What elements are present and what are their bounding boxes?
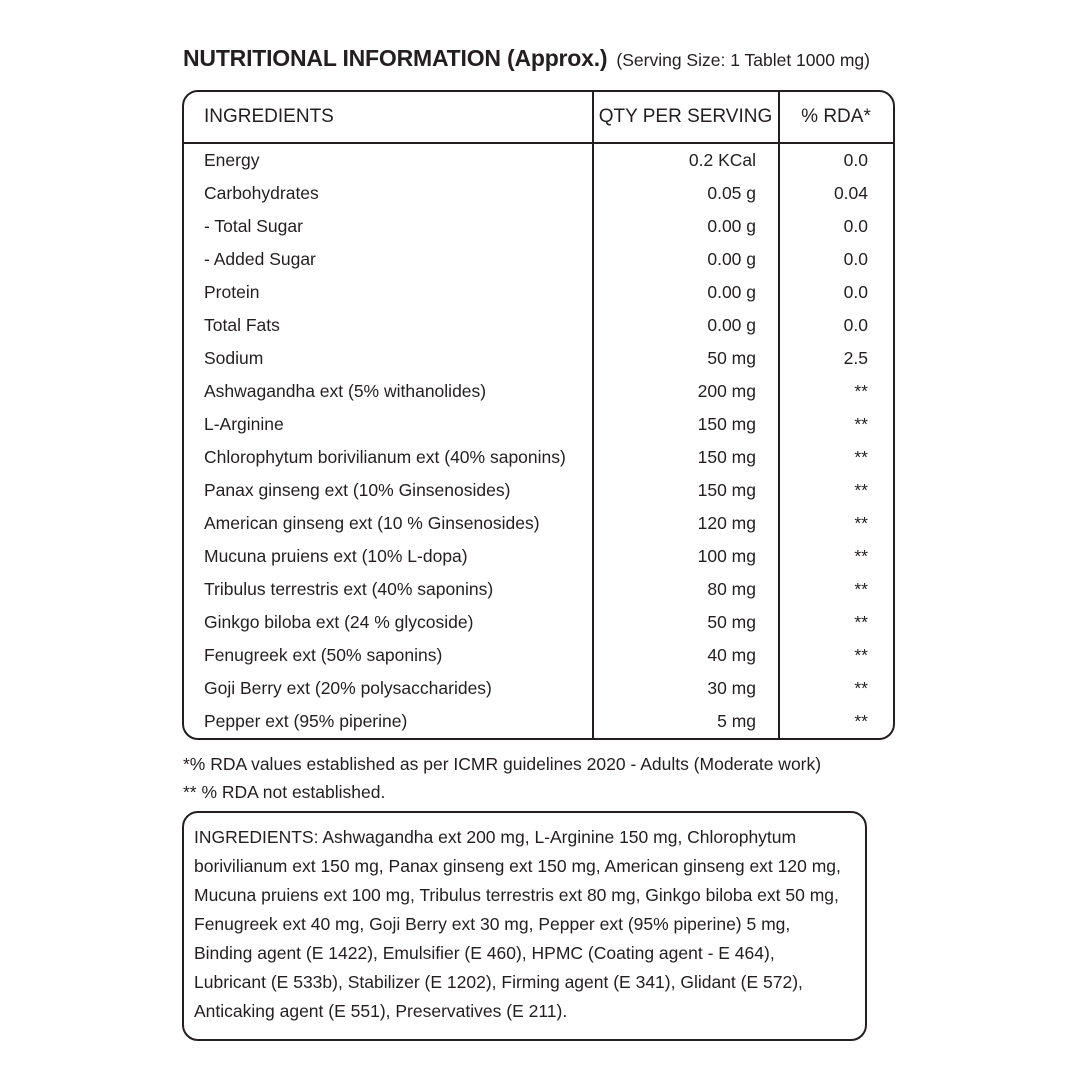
- ingredient-qty: 50 mg: [707, 348, 756, 369]
- table-body: [184, 145, 893, 739]
- ingredient-qty: 120 mg: [697, 513, 756, 534]
- table-row: [184, 474, 893, 507]
- table-row: [184, 507, 893, 540]
- table-row: [184, 177, 893, 210]
- ingredient-name: Sodium: [204, 348, 264, 369]
- table-row: [184, 705, 893, 738]
- ingredient-rda: 0.0: [843, 249, 868, 270]
- ingredient-qty: 100 mg: [697, 546, 756, 567]
- ingredient-rda: **: [854, 513, 868, 534]
- ingredient-name: Mucuna pruiens ext (10% L-dopa): [204, 546, 468, 567]
- ingredient-rda: 0.0: [843, 282, 868, 303]
- ingredient-rda: 0.0: [843, 315, 868, 336]
- ingredient-rda: 0.0: [843, 216, 868, 237]
- ingredient-qty: 80 mg: [707, 579, 756, 600]
- ingredient-qty: 50 mg: [707, 612, 756, 633]
- ingredient-name: Energy: [204, 150, 260, 171]
- table-row: [184, 276, 893, 309]
- column-header-ingredients: INGREDIENTS: [204, 106, 334, 127]
- table-row: [184, 309, 893, 342]
- ingredient-name: Goji Berry ext (20% polysaccharides): [204, 677, 492, 698]
- ingredients-paragraph: INGREDIENTS: Ashwagandha ext 200 mg, L-Arginine 150 mg, Chlorophytum borivilianum ext 150 mg, Panax ginseng ext 150 mg, American ginseng ext 120 mg, Mucuna pruiens ext 100 mg, Tribulus terrestris ext 80 mg, Ginkgo biloba ext 50 mg, Fenugreek ext 40 mg, Goji Berry ext 30 mg, Pepper ext (95% piperine) 5 mg, Binding agent (E 1422), Emulsifier (E 460), HPMC (Coating agent - E 464), Lubricant (E 533b), Stabilizer (E 1202), Firming agent (E 341), Glidant (E 572), Anticaking agent (E 551), Preservatives (E 211).: [194, 827, 841, 1021]
- ingredient-rda: **: [854, 579, 868, 600]
- table-row: [184, 573, 893, 606]
- ingredient-qty: 150 mg: [697, 447, 756, 468]
- ingredient-name: Tribulus terrestris ext (40% saponins): [204, 579, 494, 600]
- table-row: [184, 210, 893, 243]
- ingredient-rda: 0.0: [843, 150, 868, 171]
- ingredient-name: - Added Sugar: [204, 249, 316, 270]
- ingredient-rda: **: [854, 546, 868, 567]
- ingredient-name: Ashwagandha ext (5% withanolides): [204, 381, 487, 402]
- ingredient-qty: 150 mg: [697, 480, 756, 501]
- page-title: [183, 45, 870, 72]
- ingredient-name: Total Fats: [204, 315, 280, 336]
- ingredient-rda: **: [854, 612, 868, 633]
- ingredient-rda: **: [854, 414, 868, 435]
- ingredient-name: Ginkgo biloba ext (24 % glycoside): [204, 612, 474, 633]
- ingredient-rda: **: [854, 381, 868, 402]
- ingredient-rda: **: [854, 480, 868, 501]
- ingredient-rda: **: [854, 645, 868, 666]
- ingredient-name: - Total Sugar: [204, 216, 303, 237]
- column-header-qty-per-serving: QTY PER SERVING: [598, 106, 773, 127]
- table-row: [184, 408, 893, 441]
- ingredient-rda: **: [854, 677, 868, 698]
- table-row: [184, 441, 893, 474]
- table-row: [184, 639, 893, 672]
- table-row: [184, 672, 893, 705]
- ingredient-name: Protein: [204, 282, 260, 303]
- ingredients-box: [182, 811, 867, 1041]
- title-main: NUTRITIONAL INFORMATION (Approx.): [183, 45, 608, 71]
- ingredient-name: L-Arginine: [204, 414, 284, 435]
- ingredient-name: Chlorophytum borivilianum ext (40% saponins): [204, 447, 566, 468]
- ingredient-qty: 0.00 g: [707, 249, 756, 270]
- ingredient-qty: 150 mg: [697, 414, 756, 435]
- ingredient-rda: 2.5: [843, 348, 868, 369]
- ingredient-qty: 0.05 g: [707, 183, 756, 204]
- ingredient-rda: **: [854, 447, 868, 468]
- serving-size-note: (Serving Size: 1 Tablet 1000 mg): [616, 50, 870, 70]
- table-row: [184, 375, 893, 408]
- ingredient-qty: 30 mg: [707, 677, 756, 698]
- ingredient-rda: **: [854, 710, 868, 731]
- ingredient-rda: 0.04: [833, 183, 868, 204]
- ingredient-name: Pepper ext (95% piperine): [204, 710, 408, 731]
- ingredient-name: American ginseng ext (10 % Ginsenosides): [204, 513, 540, 534]
- ingredient-qty: 5 mg: [717, 710, 756, 731]
- table-row: [184, 540, 893, 573]
- table-row: [184, 243, 893, 276]
- ingredient-qty: 0.00 g: [707, 315, 756, 336]
- table-row: [184, 145, 893, 178]
- footnote-rda-established: *% RDA values established as per ICMR guidelines 2020 - Adults (Moderate work): [183, 754, 822, 774]
- footnotes: [183, 751, 821, 806]
- table-row: [184, 342, 893, 375]
- ingredient-qty: 0.00 g: [707, 282, 756, 303]
- table-header-row: [184, 92, 893, 144]
- ingredient-qty: 0.00 g: [707, 216, 756, 237]
- table-row: [184, 606, 893, 639]
- ingredient-qty: 200 mg: [697, 381, 756, 402]
- nutrition-table: [182, 90, 895, 740]
- ingredient-name: Carbohydrates: [204, 183, 319, 204]
- column-header-rda: % RDA*: [801, 106, 871, 127]
- footnote-rda-not-established: ** % RDA not established.: [183, 781, 386, 802]
- ingredient-qty: 0.2 KCal: [688, 150, 756, 171]
- ingredient-qty: 40 mg: [707, 645, 756, 666]
- ingredient-name: Panax ginseng ext (10% Ginsenosides): [204, 480, 511, 501]
- ingredient-name: Fenugreek ext (50% saponins): [204, 645, 443, 666]
